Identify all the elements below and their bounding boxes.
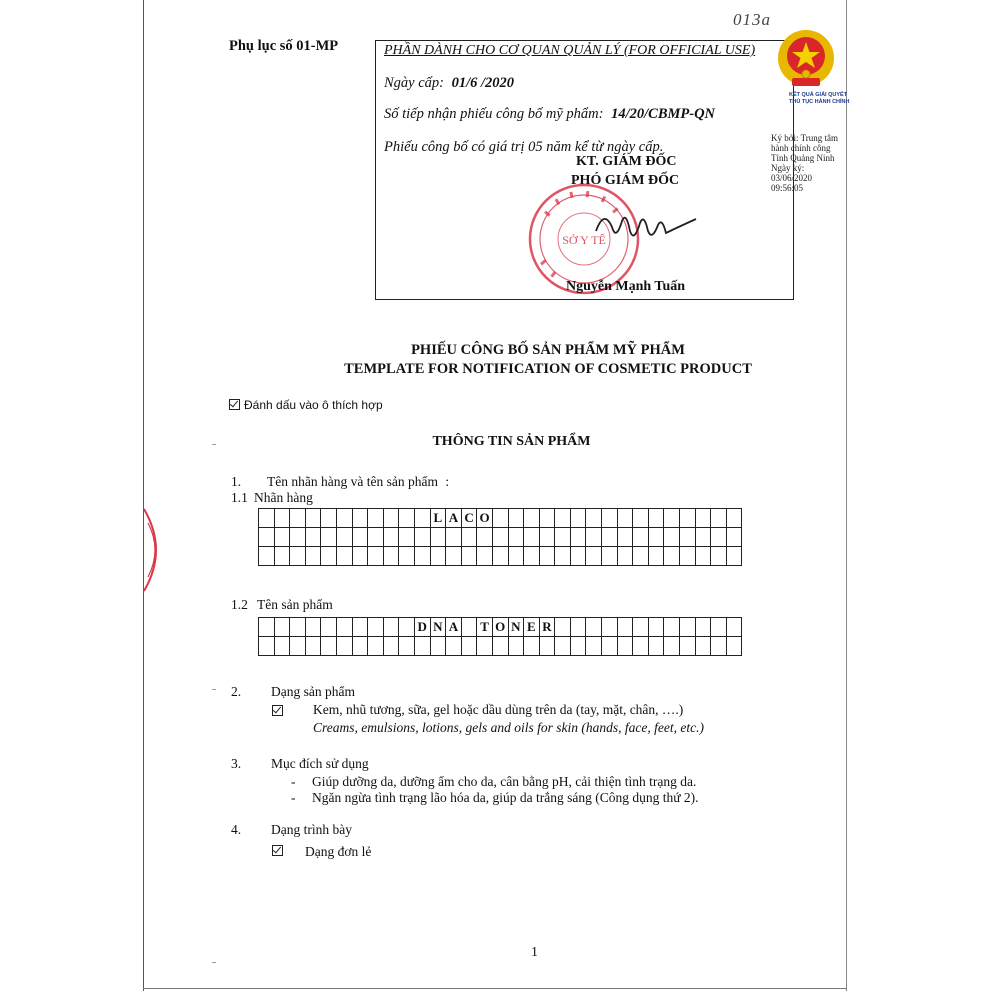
grid-cell <box>305 547 321 566</box>
grid-cell <box>477 528 493 547</box>
grid-cell <box>524 547 540 566</box>
grid-cell <box>633 528 649 547</box>
grid-cell <box>680 637 696 656</box>
grid-cell <box>633 618 649 637</box>
grid-cell <box>508 547 524 566</box>
grid-cell <box>259 528 275 547</box>
grid-cell <box>586 528 602 547</box>
grid-cell <box>617 618 633 637</box>
grid-cell <box>399 547 415 566</box>
grid-cell: A <box>446 618 462 637</box>
grid-cell <box>508 509 524 528</box>
grid-cell: C <box>461 509 477 528</box>
item-1-colon: : <box>445 474 450 489</box>
grid-cell: T <box>477 618 493 637</box>
grid-cell <box>399 618 415 637</box>
check-note <box>229 398 383 412</box>
checked-box-icon <box>272 845 283 856</box>
grid-cell <box>368 637 384 656</box>
page-bottom-edge <box>143 988 847 989</box>
digital-signature-line: Ngày ký: <box>771 163 805 173</box>
seal-text: SỞ Y TẾ <box>562 233 606 247</box>
item-1-1-label: Nhãn hàng <box>254 490 313 505</box>
grid-cell <box>274 528 290 547</box>
grid-cell <box>461 618 477 637</box>
item-3-number: 3. <box>231 756 242 771</box>
section-title: THÔNG TIN SẢN PHẨM <box>432 434 591 449</box>
item-4-checkbox <box>272 842 287 860</box>
grid-cell <box>664 547 680 566</box>
item-1-label <box>267 474 449 490</box>
emblem-caption-1: KẾT QUẢ GIẢI QUYẾT <box>789 92 848 98</box>
grid-cell <box>321 509 337 528</box>
grid-cell <box>602 547 618 566</box>
grid-cell <box>539 509 555 528</box>
grid-cell <box>259 509 275 528</box>
grid-cell <box>711 618 727 637</box>
grid-cell <box>383 528 399 547</box>
partial-stamp-left <box>140 505 164 595</box>
grid-cell <box>336 547 352 566</box>
grid-cell <box>352 637 368 656</box>
grid-cell <box>539 528 555 547</box>
item-3-bullet-dash: - <box>291 790 296 805</box>
official-box-header: PHẦN DÀNH CHO CƠ QUAN QUẢN LÝ (FOR OFFICIAL USE) <box>384 43 756 58</box>
grid-cell <box>274 637 290 656</box>
grid-cell <box>477 547 493 566</box>
grid-cell <box>664 618 680 637</box>
receipt-number-row <box>384 106 715 123</box>
grid-cell <box>492 528 508 547</box>
grid-cell <box>274 509 290 528</box>
grid-cell <box>446 528 462 547</box>
grid-cell <box>430 637 446 656</box>
grid-cell <box>477 637 493 656</box>
grid-cell <box>305 528 321 547</box>
grid-cell <box>648 637 664 656</box>
grid-cell <box>726 528 742 547</box>
item-1-2-label: Tên sản phẩm <box>257 597 333 612</box>
grid-cell <box>524 528 540 547</box>
grid-cell <box>617 547 633 566</box>
grid-cell <box>290 509 306 528</box>
national-emblem-icon <box>774 28 838 92</box>
grid-cell <box>321 547 337 566</box>
grid-cell <box>259 547 275 566</box>
grid-cell <box>602 618 618 637</box>
item-3-bullet-1: Giúp dưỡng da, dưỡng ẩm cho da, cân bằng pH, cải thiện tình trạng da. <box>312 774 697 789</box>
digital-signature-line: Tỉnh Quảng Ninh <box>771 153 835 163</box>
item-4-option: Dạng đơn lẻ <box>305 844 372 859</box>
grid-cell <box>259 618 275 637</box>
grid-cell <box>664 528 680 547</box>
grid-cell <box>321 618 337 637</box>
grid-cell <box>555 509 571 528</box>
grid-cell <box>290 547 306 566</box>
grid-row <box>259 637 742 656</box>
grid-cell <box>290 637 306 656</box>
grid-cell <box>508 528 524 547</box>
grid-cell <box>586 618 602 637</box>
grid-cell <box>711 509 727 528</box>
grid-cell <box>414 509 430 528</box>
grid-cell <box>617 509 633 528</box>
grid-cell <box>633 509 649 528</box>
handwritten-signature <box>586 201 706 251</box>
digital-signature-line: Ký bởi: Trung tâm <box>771 133 839 143</box>
grid-cell <box>633 637 649 656</box>
grid-cell <box>430 528 446 547</box>
page-left-edge <box>143 0 144 991</box>
grid-cell <box>680 547 696 566</box>
grid-cell <box>664 637 680 656</box>
grid-cell <box>711 528 727 547</box>
grid-cell <box>555 637 571 656</box>
grid-cell <box>336 618 352 637</box>
grid-cell <box>664 509 680 528</box>
grid-cell <box>336 528 352 547</box>
item-1-2-number: 1.2 <box>231 597 248 612</box>
item-3-label: Mục đích sử dụng <box>271 756 369 771</box>
checked-box-icon <box>272 705 283 716</box>
page-number: 1 <box>531 945 538 960</box>
grid-cell <box>602 637 618 656</box>
grid-cell <box>648 528 664 547</box>
grid-cell <box>492 509 508 528</box>
grid-cell <box>586 509 602 528</box>
grid-cell <box>492 637 508 656</box>
grid-cell <box>383 637 399 656</box>
grid-cell <box>414 528 430 547</box>
grid-cell <box>680 509 696 528</box>
emblem-caption-2: THỦ TỤC HÀNH CHÍNH <box>789 99 850 105</box>
item-4-number: 4. <box>231 822 242 837</box>
grid-cell <box>274 547 290 566</box>
grid-cell <box>555 618 571 637</box>
grid-cell <box>695 528 711 547</box>
grid-cell <box>321 528 337 547</box>
grid-cell <box>399 637 415 656</box>
grid-cell <box>352 509 368 528</box>
grid-cell <box>586 547 602 566</box>
item-3-bullet-dash: - <box>291 774 296 789</box>
grid-cell <box>570 509 586 528</box>
appendix-label: Phụ lục số 01-MP <box>229 38 339 54</box>
grid-cell <box>368 618 384 637</box>
item-1-1-number: 1.1 <box>231 490 248 505</box>
grid-cell <box>352 528 368 547</box>
item-2-checkbox <box>272 702 287 720</box>
grid-cell <box>539 547 555 566</box>
item-2-label: Dạng sản phẩm <box>271 684 355 699</box>
issue-date-value: 01/6 /2020 <box>451 75 515 91</box>
checked-box-icon <box>229 399 240 410</box>
item-2-option-vi: Kem, nhũ tương, sữa, gel hoặc dầu dùng trên da (tay, mặt, chân, ….) <box>313 702 684 717</box>
grid-cell <box>305 618 321 637</box>
grid-cell <box>680 528 696 547</box>
grid-cell <box>602 528 618 547</box>
item-1-number: 1. <box>231 474 242 489</box>
grid-row <box>259 528 742 547</box>
grid-cell <box>570 618 586 637</box>
grid-cell <box>290 618 306 637</box>
grid-cell <box>368 509 384 528</box>
grid-cell <box>695 547 711 566</box>
grid-cell <box>648 509 664 528</box>
grid-cell <box>492 547 508 566</box>
grid-cell <box>399 509 415 528</box>
digital-signature-line: 09:56:05 <box>771 183 804 193</box>
grid-cell: O <box>477 509 493 528</box>
grid-cell: D <box>414 618 430 637</box>
grid-cell <box>336 637 352 656</box>
grid-cell: R <box>539 618 555 637</box>
grid-cell <box>414 547 430 566</box>
digital-signature-line: 03/06/2020 <box>771 173 813 183</box>
scan-mark <box>212 962 216 963</box>
grid-cell: E <box>524 618 540 637</box>
scan-mark <box>212 689 216 690</box>
validity-text: Phiếu công bố có giá trị 05 năm kể từ ngày cấp. <box>384 139 664 155</box>
grid-cell <box>508 637 524 656</box>
grid-cell <box>524 637 540 656</box>
title-english: TEMPLATE FOR NOTIFICATION OF COSMETIC PRODUCT <box>344 361 752 377</box>
grid-cell <box>695 509 711 528</box>
grid-cell <box>726 637 742 656</box>
grid-cell: O <box>492 618 508 637</box>
grid-row <box>259 618 742 637</box>
grid-row <box>259 547 742 566</box>
grid-cell: N <box>430 618 446 637</box>
grid-cell <box>633 547 649 566</box>
issue-date-row <box>384 75 514 92</box>
title-vietnamese: PHIẾU CÔNG BỐ SẢN PHẨM MỸ PHẨM <box>411 342 685 358</box>
grid-cell <box>305 509 321 528</box>
product-name-grid <box>258 617 742 656</box>
grid-cell <box>383 509 399 528</box>
grid-cell <box>617 637 633 656</box>
receipt-number-value: 14/20/CBMP-QN <box>611 106 716 122</box>
brand-name-grid <box>258 508 742 566</box>
grid-cell <box>414 637 430 656</box>
grid-cell: L <box>430 509 446 528</box>
digital-signature-line: hành chính công <box>771 143 831 153</box>
item-1-label-text: Tên nhãn hàng và tên sản phẩm <box>267 474 438 489</box>
grid-cell <box>711 637 727 656</box>
grid-cell <box>711 547 727 566</box>
grid-cell <box>461 637 477 656</box>
grid-cell <box>446 637 462 656</box>
issue-date-label: Ngày cấp: <box>384 75 444 91</box>
grid-cell <box>695 618 711 637</box>
grid-cell <box>461 528 477 547</box>
grid-cell <box>430 547 446 566</box>
grid-cell <box>617 528 633 547</box>
grid-cell: N <box>508 618 524 637</box>
grid-cell <box>290 528 306 547</box>
signer-title-2: PHÓ GIÁM ĐỐC <box>571 173 680 188</box>
grid-cell <box>539 637 555 656</box>
grid-cell <box>680 618 696 637</box>
grid-cell <box>695 637 711 656</box>
grid-cell <box>555 547 571 566</box>
grid-cell <box>305 637 321 656</box>
grid-cell <box>461 547 477 566</box>
grid-cell <box>524 509 540 528</box>
grid-cell <box>274 618 290 637</box>
grid-cell <box>602 509 618 528</box>
grid-cell <box>321 637 337 656</box>
grid-cell <box>570 637 586 656</box>
check-note-text: Đánh dấu vào ô thích hợp <box>244 398 383 412</box>
grid-cell: A <box>446 509 462 528</box>
grid-cell <box>726 547 742 566</box>
item-2-option-en: Creams, emulsions, lotions, gels and oils for skin (hands, face, feet, etc.) <box>313 720 704 735</box>
grid-cell <box>726 618 742 637</box>
official-use-box <box>375 40 794 300</box>
handwritten-note: 013a <box>733 10 771 29</box>
grid-cell <box>570 547 586 566</box>
grid-row <box>259 509 742 528</box>
grid-cell <box>352 618 368 637</box>
grid-cell <box>383 547 399 566</box>
signer-title-1: KT. GIÁM ĐỐC <box>576 154 677 169</box>
grid-cell <box>368 528 384 547</box>
grid-cell <box>399 528 415 547</box>
item-4-label: Dạng trình bày <box>271 822 352 837</box>
grid-cell <box>336 509 352 528</box>
grid-cell <box>648 618 664 637</box>
grid-cell <box>555 528 571 547</box>
grid-cell <box>726 509 742 528</box>
grid-cell <box>352 547 368 566</box>
digital-signature-info <box>771 133 847 193</box>
grid-cell <box>570 528 586 547</box>
grid-cell <box>446 547 462 566</box>
grid-cell <box>383 618 399 637</box>
item-3-bullet-2: Ngăn ngừa tình trạng lão hóa da, giúp da trắng sáng (Công dụng thứ 2). <box>312 790 699 805</box>
grid-cell <box>586 637 602 656</box>
receipt-number-label: Số tiếp nhận phiếu công bố mỹ phẩm: <box>384 106 604 122</box>
signer-name: Nguyễn Mạnh Tuấn <box>566 279 686 294</box>
grid-cell <box>648 547 664 566</box>
grid-cell <box>368 547 384 566</box>
item-2-number: 2. <box>231 684 242 699</box>
grid-cell <box>259 637 275 656</box>
